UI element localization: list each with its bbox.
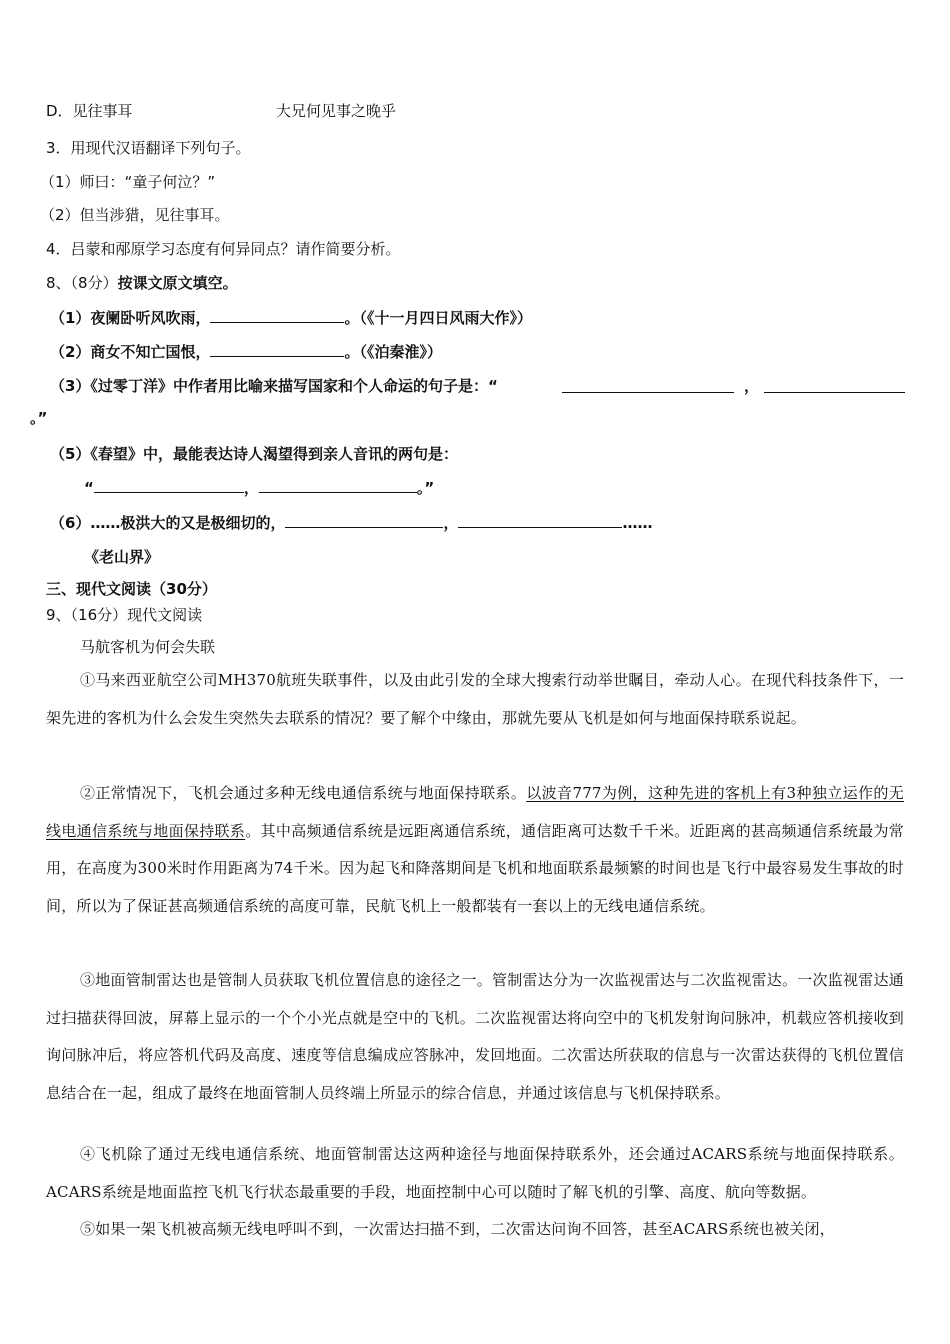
q8-l5b-close: 。” bbox=[416, 479, 435, 497]
q7-item3-2: （2）但当涉猎，见往事耳。 bbox=[40, 206, 230, 224]
q8-l5b-open: “ bbox=[84, 479, 94, 497]
q8-l1-prefix: （1）夜阑卧听风吹雨， bbox=[50, 309, 211, 327]
paragraph-4: ④飞机除了通过无线电通信系统、地面管制雷达这两种途径与地面保持联系外，还会通过ACARS系统与地面保持联系。ACARS系统是地面监控飞机飞行状态最重要的手段，地面控制中心可以随时了解飞机的引擎、高度、航向等数据。 bbox=[46, 1145, 904, 1201]
paragraph-1: ①马来西亚航空公司MH370航班失联事件，以及由此引发的全球大搜索行动举世瞩目，牵动人心。在现代科技条件下，一架先进的客机为什么会发生突然失去联系的情况？要了解个中缘由，那就先要从飞机是如何与地面保持联系说起。 bbox=[46, 671, 904, 727]
p2-underlined: 以波音777为例，这种先进的客机上有3种独立运作的无线电通信系统与地面保持联系 bbox=[46, 784, 904, 840]
q8-line1 bbox=[50, 307, 532, 328]
answer-blank[interactable] bbox=[458, 512, 622, 528]
q8-title bbox=[46, 273, 238, 293]
q8-line3 bbox=[50, 376, 498, 396]
q7-item4: 4．吕蒙和邴原学习态度有何异同点？请作简要分析。 bbox=[46, 240, 401, 258]
q7-item3: 3．用现代汉语翻译下列句子。 bbox=[46, 139, 251, 157]
q8-l3-comma: ， bbox=[744, 377, 760, 395]
answer-blank[interactable] bbox=[210, 341, 344, 357]
q8-l5b-comma: ， bbox=[243, 479, 259, 497]
answer-blank[interactable] bbox=[259, 477, 417, 493]
answer-blank[interactable] bbox=[764, 377, 905, 393]
q8-line5-blanks bbox=[84, 477, 434, 498]
answer-blank[interactable] bbox=[210, 307, 344, 323]
q8-title-text: 按课文原文填空。 bbox=[117, 274, 238, 292]
q8-line5: （5）《春望》中，最能表达诗人渴望得到亲人音讯的两句是： bbox=[50, 445, 458, 463]
q8-l6-end: …… bbox=[622, 514, 653, 532]
option-d bbox=[46, 101, 133, 121]
option-d-label: D．见往事耳 bbox=[46, 102, 133, 120]
q8-l3-prefix: （3）《过零丁洋》中作者用比喻来描写国家和个人命运的句子是：“ bbox=[50, 377, 498, 395]
q8-l6-prefix: （6）……极洪大的又是极细切的， bbox=[50, 514, 286, 532]
q8-l2-prefix: （2）商女不知亡国恨， bbox=[50, 343, 211, 361]
article-title: 马航客机为何会失联 bbox=[80, 638, 216, 656]
option-d-right: 大兄何见事之晚乎 bbox=[276, 102, 397, 120]
q8-line6 bbox=[50, 512, 652, 533]
section3-heading: 三、现代文阅读（30分） bbox=[46, 580, 217, 598]
q8-l6-source: 《老山界》 bbox=[84, 548, 160, 566]
q8-title-num: 8、（8分） bbox=[46, 274, 118, 292]
q8-l3-end: 。” bbox=[30, 409, 48, 427]
q8-l1-suffix: 。（《十一月四日风雨大作》） bbox=[344, 309, 532, 327]
q7-item3-1: （1）师曰：“童子何泣？” bbox=[40, 173, 216, 191]
p2-start: ②正常情况下，飞机会通过多种无线电通信系统与地面保持联系。 bbox=[80, 784, 527, 802]
paragraph-2 bbox=[46, 775, 904, 925]
p2-rest: 。其中高频通信系统是远距离通信系统，通信距离可达数千千米。近距离的甚高频通信系统最为常用，在高度为300米时作用距离为74千米。因为起飞和降落期间是飞机和地面联系最频繁的时间也是飞行中最容易发生事故的时间，所以为了保证甚高频通信系统的高度可靠，民航飞机上一般都装有一套以上的无线电通信系统。 bbox=[46, 821, 905, 915]
q9-title: 9、（16分）现代文阅读 bbox=[46, 606, 203, 624]
answer-blank[interactable] bbox=[562, 377, 734, 393]
q8-line2 bbox=[50, 341, 442, 362]
answer-blank[interactable] bbox=[94, 477, 244, 493]
q8-l6-comma: ， bbox=[443, 514, 459, 532]
q8-l2-suffix: 。（《泊秦淮》） bbox=[344, 343, 442, 361]
paragraph-3: ③地面管制雷达也是管制人员获取飞机位置信息的途径之一。管制雷达分为一次监视雷达与二次监视雷达。一次监视雷达通过扫描获得回波，屏幕上显示的一个个小光点就是空中的飞机。二次监视雷达将向空中的飞机发射询问脉冲，机载应答机接收到询问脉冲后，将应答机代码及高度、速度等信息编成应答脉冲，发回地面。二次雷达所获取的信息与一次雷达获得的飞机位置信息结合在一起，组成了最终在地面管制人员终端上所显示的综合信息，并通过该信息与飞机保持联系。 bbox=[46, 971, 904, 1102]
answer-blank[interactable] bbox=[285, 512, 443, 528]
paragraph-5: ⑤如果一架飞机被高频无线电呼叫不到，一次雷达扫描不到，二次雷达问询不回答，甚至ACARS系统也被关闭， bbox=[80, 1220, 835, 1238]
